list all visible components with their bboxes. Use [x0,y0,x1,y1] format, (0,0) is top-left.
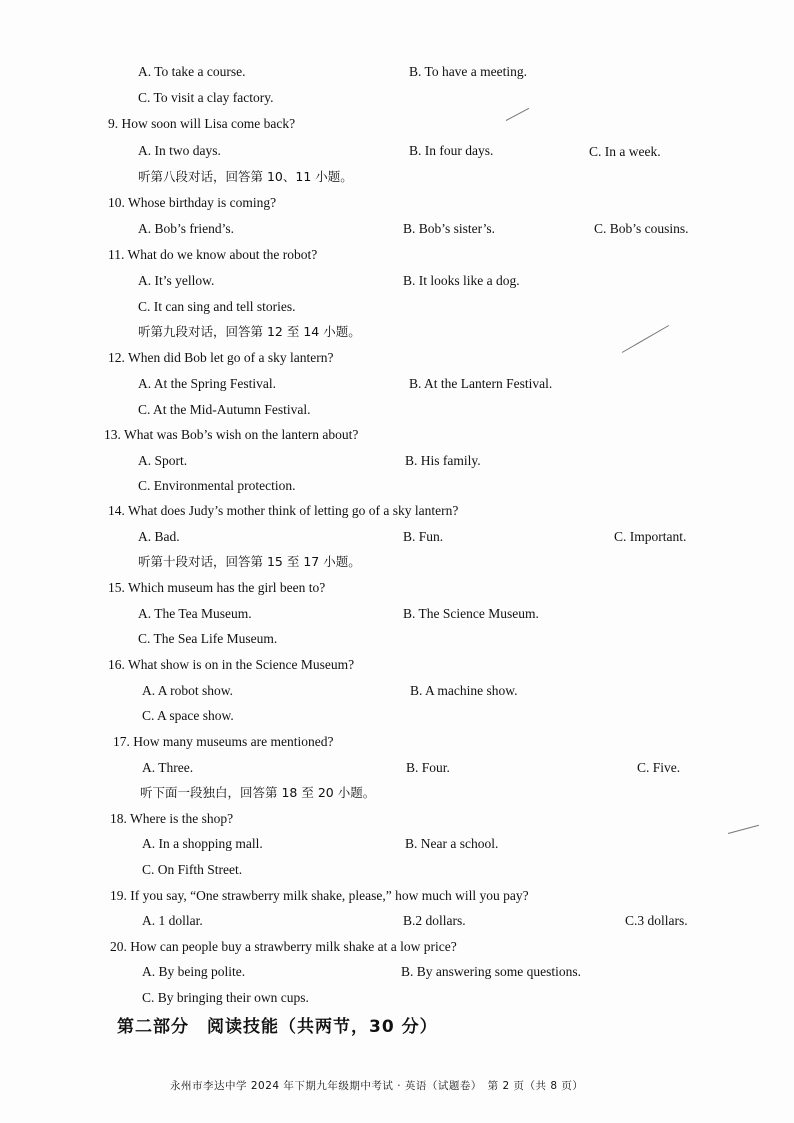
q20-option-a: A. By being polite. [142,964,246,979]
q17-option-b: B. Four. [406,760,450,775]
q11-stem: 11. What do we know about the robot? [108,247,318,262]
instruction-monologue: 听下面一段独白，回答第 18 至 20 小题。 [140,785,376,800]
q9-option-c: C. In a week. [589,144,661,159]
q15-option-a: A. The Tea Museum. [138,606,252,621]
q15-stem: 15. Which museum has the girl been to? [108,580,326,595]
q12-stem: 12. When did Bob let go of a sky lantern? [108,350,334,365]
pen-mark [506,108,529,121]
q20-option-c: C. By bringing their own cups. [142,990,309,1005]
q14-stem: 14. What does Judy’s mother think of letting go of a sky lantern? [108,503,459,518]
q16-stem: 16. What show is on in the Science Museum? [108,657,355,672]
q8-option-c: C. To visit a clay factory. [138,90,274,105]
q17-option-a: A. Three. [142,760,194,775]
q14-option-a: A. Bad. [138,529,180,544]
q13-option-b: B. His family. [405,453,481,468]
q8-option-a: A. To take a course. [138,64,246,79]
q14-option-c: C. Important. [614,529,687,544]
q19-option-a: A. 1 dollar. [142,913,203,928]
q16-option-b: B. A machine show. [410,683,518,698]
q20-option-b: B. By answering some questions. [401,964,581,979]
q16-option-c: C. A space show. [142,708,234,723]
q9-option-b: B. In four days. [409,143,494,158]
page-footer: 永州市李达中学 2024 年下期九年级期中考试 · 英语（试题卷） 第 2 页（共 8 页） [170,1080,584,1092]
q11-option-b: B. It looks like a dog. [403,273,520,288]
instruction-dialogue-10: 听第十段对话，回答第 15 至 17 小题。 [138,554,361,569]
q13-option-c: C. Environmental protection. [138,478,296,493]
q10-option-c: C. Bob’s cousins. [594,221,689,236]
q20-stem: 20. How can people buy a strawberry milk shake at a low price? [110,939,457,954]
q12-option-c: C. At the Mid-Autumn Festival. [138,402,311,417]
instruction-dialogue-9: 听第九段对话，回答第 12 至 14 小题。 [138,324,361,339]
q17-option-c: C. Five. [637,760,681,775]
instruction-dialogue-8: 听第八段对话，回答第 10、11 小题。 [138,169,353,184]
q16-option-a: A. A robot show. [142,683,234,698]
q10-option-a: A. Bob’s friend’s. [138,221,234,236]
pen-mark [622,325,669,353]
q10-option-b: B. Bob’s sister’s. [403,221,496,236]
q19-option-c: C.3 dollars. [625,913,688,928]
q11-option-a: A. It’s yellow. [138,273,215,288]
q13-stem: 13. What was Bob’s wish on the lantern about? [104,427,359,442]
q15-option-b: B. The Science Museum. [403,606,539,621]
q18-option-c: C. On Fifth Street. [142,862,243,877]
q9-stem: 9. How soon will Lisa come back? [108,116,296,131]
q14-option-b: B. Fun. [403,529,444,544]
q11-option-c: C. It can sing and tell stories. [138,299,296,314]
q9-option-a: A. In two days. [138,143,221,158]
q19-stem: 19. If you say, “One strawberry milk shake, please,” how much will you pay? [110,888,529,903]
q12-option-a: A. At the Spring Festival. [138,376,276,391]
q18-stem: 18. Where is the shop? [110,811,234,826]
section-title: 第二部分 阅读技能（共两节，30 分） [117,1017,438,1037]
q19-option-b: B.2 dollars. [403,913,466,928]
q18-option-b: B. Near a school. [405,836,499,851]
q10-stem: 10. Whose birthday is coming? [108,195,277,210]
pen-mark [728,825,759,834]
q17-stem: 17. How many museums are mentioned? [113,734,334,749]
q12-option-b: B. At the Lantern Festival. [409,376,553,391]
q13-option-a: A. Sport. [138,453,188,468]
q15-option-c: C. The Sea Life Museum. [138,631,278,646]
q8-option-b: B. To have a meeting. [409,64,528,79]
q18-option-a: A. In a shopping mall. [142,836,263,851]
